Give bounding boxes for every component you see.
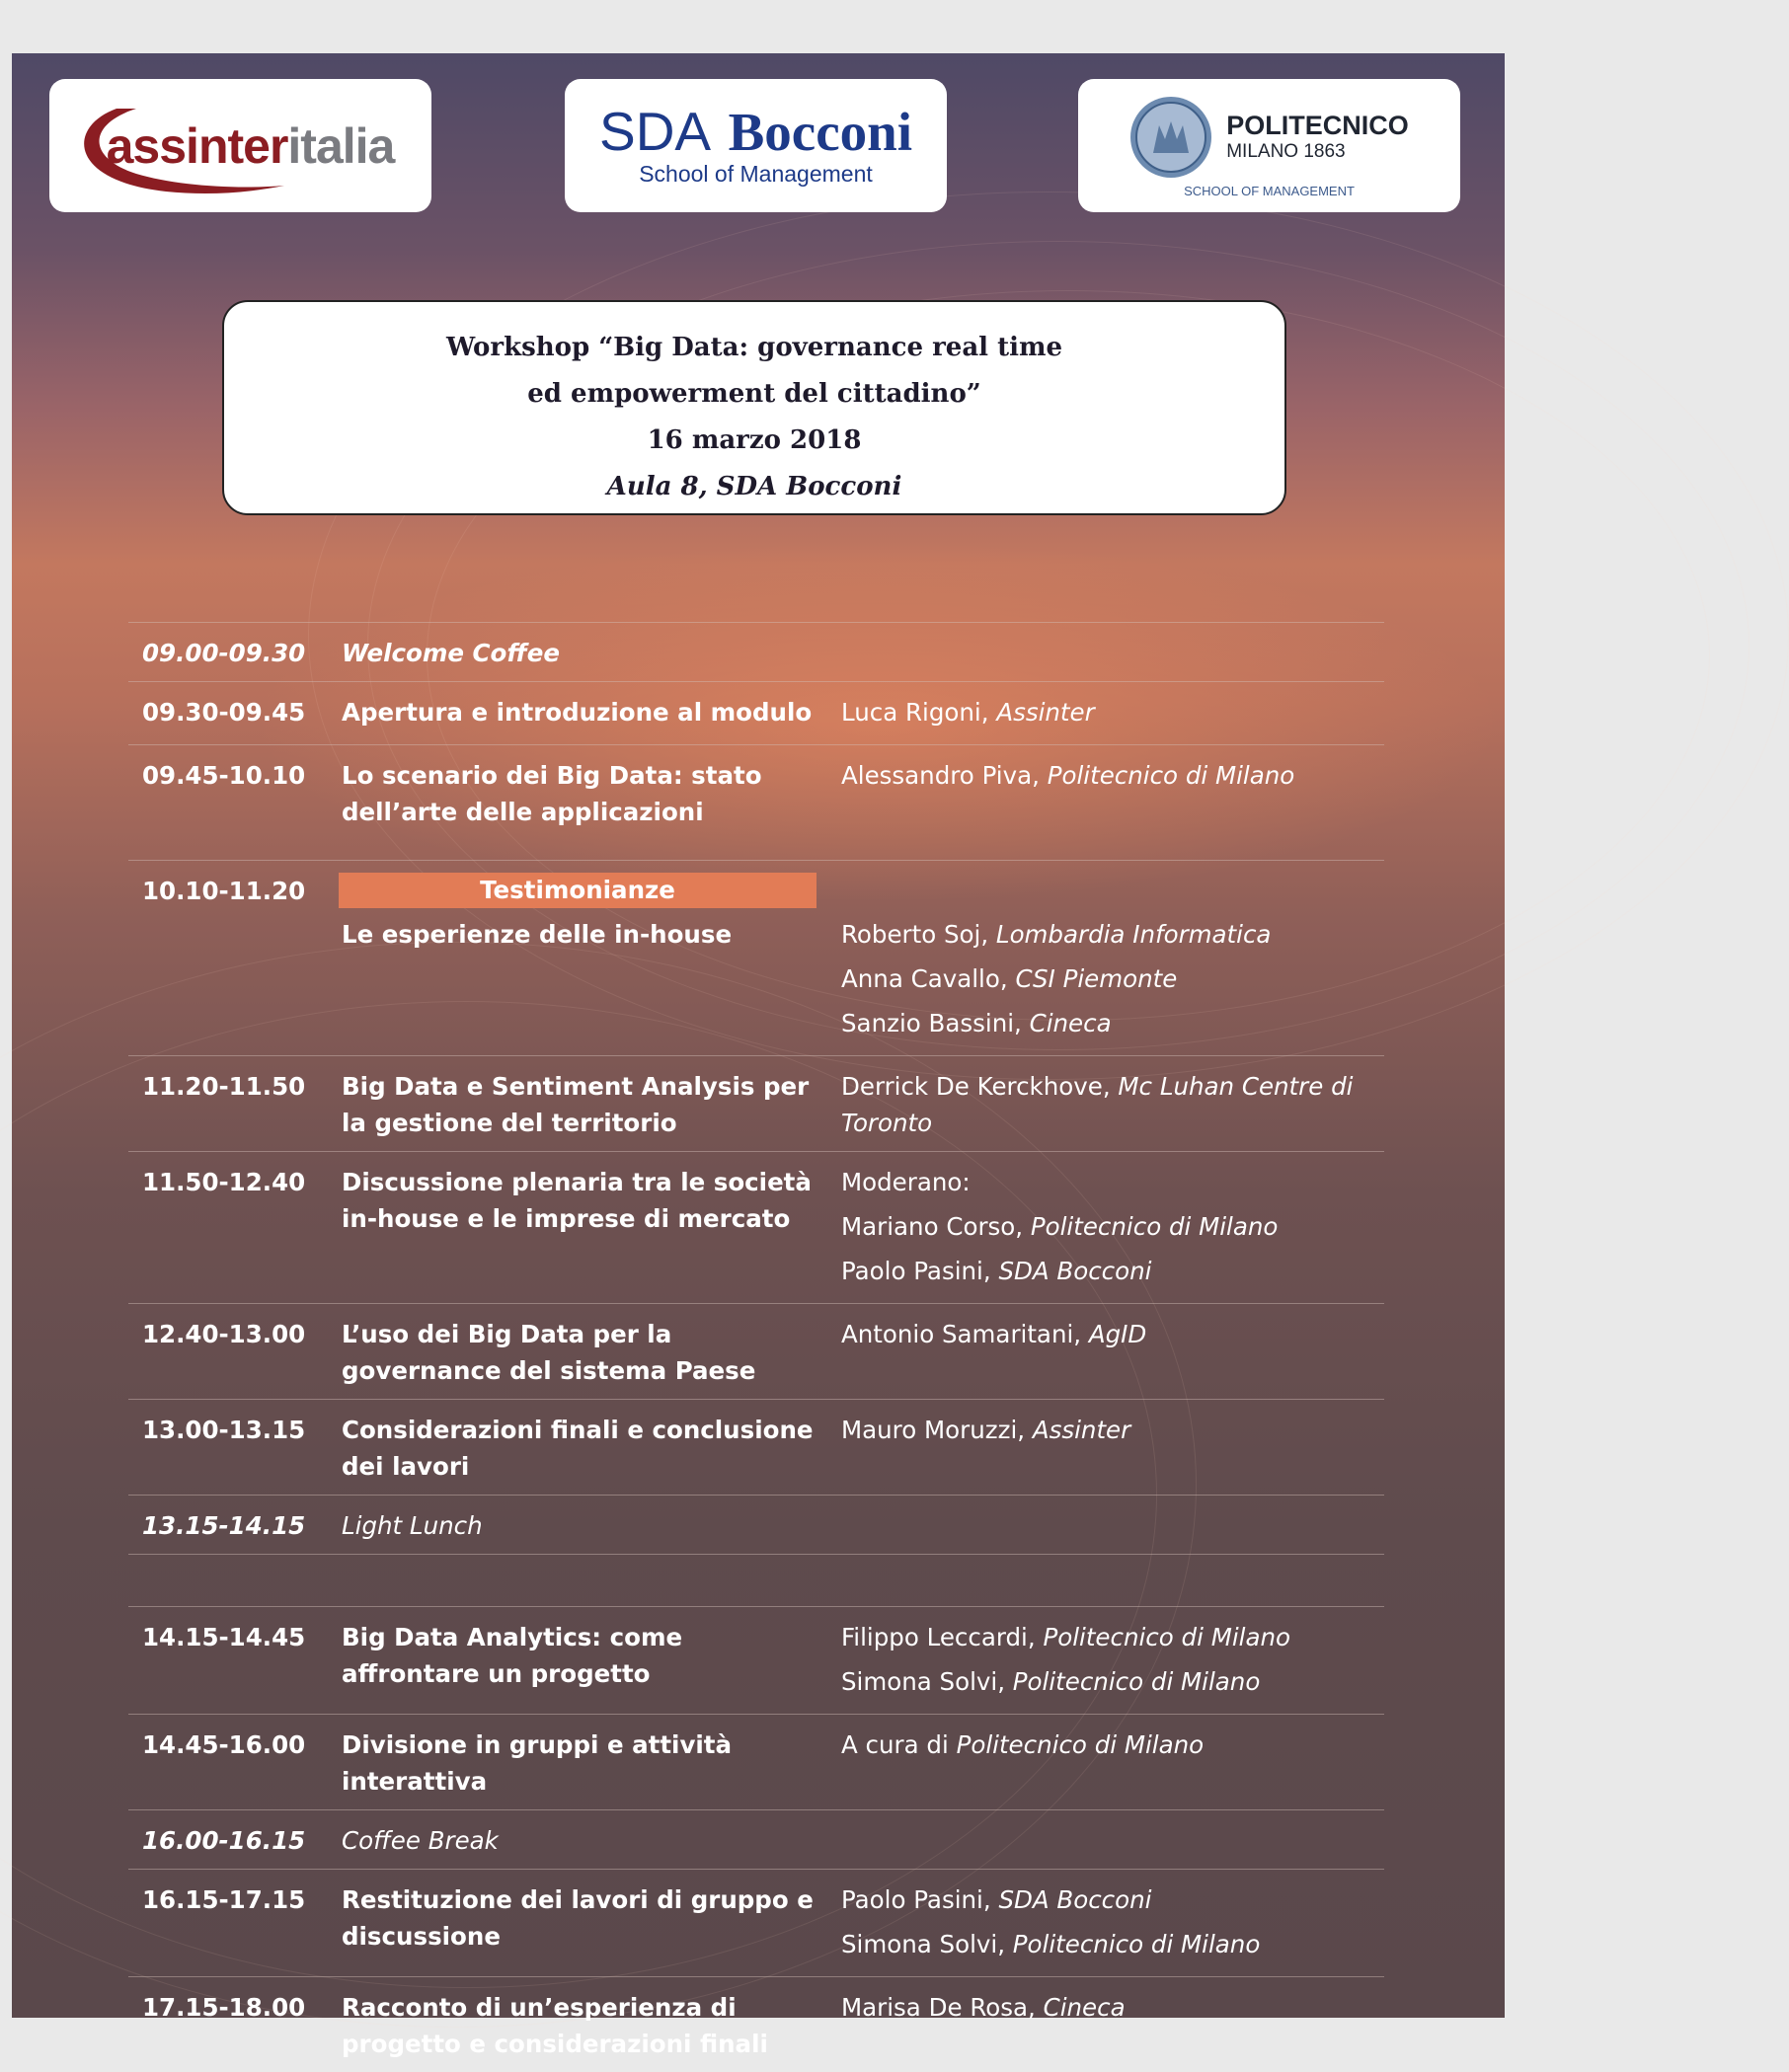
speaker (841, 690, 1384, 734)
assinter-logo-part2: italia (287, 117, 395, 174)
assinter-logo-part1: assinter (106, 117, 288, 174)
speaker (841, 1408, 1384, 1452)
schedule-row (128, 1399, 1384, 1495)
schedule-topic-block (342, 873, 841, 1045)
schedule-speakers (841, 753, 1384, 830)
schedule-row (128, 1809, 1384, 1869)
schedule-topic: Restituzione dei lavori di gruppo e discussione (342, 1885, 814, 1951)
schedule-topic: Discussione plenaria tra le società in-house e le imprese di mercato (342, 1168, 812, 1233)
speaker-org: Cineca (1043, 1993, 1126, 2022)
politecnico-seal-icon (1129, 96, 1212, 179)
schedule-topic: Light Lunch (342, 1511, 483, 1540)
speaker-name: Derrick De Kerckhove, (841, 1072, 1119, 1101)
speaker (841, 1001, 1384, 1045)
agenda-page (12, 53, 1505, 2058)
schedule-speakers (841, 1503, 1384, 1544)
speaker-org: CSI Piemonte (1015, 964, 1178, 993)
workshop-date: 16 marzo 2018 (647, 425, 862, 455)
speaker-org: Cineca (1029, 1009, 1112, 1037)
speaker-name: Mauro Moruzzi, (841, 1416, 1033, 1444)
sda-logo-subtitle: School of Management (639, 160, 873, 187)
politecnico-name: POLITECNICO (1226, 111, 1409, 140)
speaker (841, 1985, 1384, 2030)
speaker-org: Politecnico di Milano (1043, 1623, 1290, 1651)
speaker-org: Mc Luhan Centre di Toronto (841, 1072, 1354, 1137)
testimonianze-banner: Testimonianze (339, 873, 817, 908)
schedule-speakers (841, 1985, 1384, 2062)
workshop-location: Aula 8, SDA Bocconi (606, 472, 902, 501)
moderators-label: Moderano: (841, 1168, 971, 1196)
speaker (841, 1878, 1384, 1922)
politecnico-year: MILANO 1863 (1226, 141, 1346, 162)
schedule-speakers (841, 869, 1384, 1045)
speaker-name: Luca Rigoni, (841, 698, 997, 727)
sda-logo-bocconi: Bocconi (728, 101, 912, 162)
schedule-time: 09.00-09.30 (142, 639, 306, 667)
schedule-row (128, 1303, 1384, 1399)
schedule-speakers (841, 1408, 1384, 1485)
lunch-gap (128, 1555, 1384, 1606)
schedule-topic: L’uso dei Big Data per la governance del sistema Paese (342, 1320, 756, 1385)
workshop-title-line2: ed empowerment del cittadino” (527, 379, 981, 409)
schedule-time: 11.50-12.40 (142, 1168, 306, 1196)
schedule-speakers (841, 1723, 1384, 1800)
speaker-org: Politecnico di Milano (1012, 1930, 1261, 1958)
schedule-row (128, 860, 1384, 1055)
schedule-table (128, 622, 1384, 2072)
workshop-title-box (222, 300, 1286, 515)
schedule-row (128, 1976, 1384, 2072)
speaker (841, 1723, 1384, 1767)
speaker-name: Paolo Pasini, (841, 1885, 999, 1914)
speaker-name: Simona Solvi, (841, 1930, 1013, 1958)
speaker-org: AgID (1088, 1320, 1147, 1348)
speaker-name: Paolo Pasini, (841, 1257, 999, 1285)
schedule-topic: Apertura e introduzione al modulo (342, 698, 813, 727)
schedule-speakers (841, 1818, 1384, 1859)
speaker-org: Assinter (1032, 1416, 1131, 1444)
speaker-name: Simona Solvi, (841, 1667, 1013, 1696)
schedule-time: 16.15-17.15 (142, 1885, 306, 1914)
schedule-topic: Considerazioni finali e conclusione dei lavori (342, 1416, 814, 1481)
schedule-time: 09.30-09.45 (142, 698, 306, 727)
schedule-row (128, 1606, 1384, 1714)
schedule-row (128, 622, 1384, 681)
schedule-time: 16.00-16.15 (142, 1826, 306, 1855)
schedule-time: 17.15-18.00 (142, 1993, 306, 2022)
schedule-time: 14.15-14.45 (142, 1623, 306, 1651)
schedule-row (128, 1714, 1384, 1809)
schedule-row (128, 1869, 1384, 1976)
schedule-topic: Coffee Break (342, 1826, 499, 1855)
speaker-name: Sanzio Bassini, (841, 1009, 1030, 1037)
speaker-org: Politecnico di Milano (1047, 761, 1295, 790)
speaker (841, 1068, 1384, 1141)
schedule-topic: Welcome Coffee (342, 639, 560, 667)
schedule-topic: Lo scenario dei Big Data: stato dell’arte delle applicazioni (342, 761, 762, 826)
schedule-speakers (841, 1068, 1384, 1141)
schedule-time: 14.45-16.00 (142, 1730, 306, 1759)
schedule-speakers (841, 1615, 1384, 1704)
schedule-topic: Big Data Analytics: come affrontare un progetto (342, 1623, 683, 1688)
speaker-name: Anna Cavallo, (841, 964, 1016, 993)
schedule-speakers (841, 1160, 1384, 1293)
politecnico-logo (1078, 79, 1460, 212)
speaker (841, 1312, 1384, 1356)
schedule-time: 13.00-13.15 (142, 1416, 306, 1444)
sda-logo-sda: SDA (599, 100, 712, 162)
schedule-row (128, 681, 1384, 744)
speaker (841, 753, 1384, 798)
schedule-topic: Le esperienze delle in-house (342, 920, 733, 949)
speaker (841, 1615, 1384, 1659)
schedule-time: 12.40-13.00 (142, 1320, 306, 1348)
schedule-time: 10.10-11.20 (142, 877, 306, 905)
speaker-name: Antonio Samaritani, (841, 1320, 1089, 1348)
speaker (841, 1249, 1384, 1293)
speaker-name: Mariano Corso, (841, 1212, 1031, 1241)
speaker-org: Assinter (996, 698, 1095, 727)
politecnico-school: SCHOOL OF MANAGEMENT (1184, 184, 1355, 198)
speaker (841, 1922, 1384, 1966)
schedule-row (128, 1495, 1384, 1555)
speaker (841, 912, 1384, 957)
speaker-org: SDA Bocconi (998, 1885, 1152, 1914)
schedule-speakers (841, 1312, 1384, 1389)
schedule-speakers (841, 631, 1384, 671)
schedule-row (128, 1055, 1384, 1151)
schedule-topic: Divisione in gruppi e attività interattiva (342, 1730, 733, 1796)
speaker (841, 1659, 1384, 1704)
assinter-logo (49, 79, 431, 212)
schedule-topic: Big Data e Sentiment Analysis per la gestione del territorio (342, 1072, 810, 1137)
sda-bocconi-logo (565, 79, 947, 212)
schedule-row (128, 1151, 1384, 1303)
speaker-name: A cura di (841, 1730, 957, 1759)
workshop-title-line1: Workshop “Big Data: governance real time (445, 333, 1063, 362)
speaker (841, 957, 1384, 1001)
schedule-topic: Racconto di un’esperienza di progetto e considerazioni finali (342, 1993, 768, 2058)
schedule-time: 09.45-10.10 (142, 761, 306, 790)
schedule-row (128, 744, 1384, 860)
speaker-org: Politecnico di Milano (1030, 1212, 1279, 1241)
schedule-speakers (841, 1878, 1384, 1966)
schedule-speakers (841, 690, 1384, 734)
speaker-org: Lombardia Informatica (995, 920, 1272, 949)
speaker-name: Alessandro Piva, (841, 761, 1048, 790)
speaker-org: Politecnico di Milano (1012, 1667, 1261, 1696)
speaker-org: Politecnico di Milano (956, 1730, 1205, 1759)
speaker-name: Marisa De Rosa, (841, 1993, 1044, 2022)
speaker-name: Filippo Leccardi, (841, 1623, 1044, 1651)
speaker-name: Roberto Soj, (841, 920, 996, 949)
speaker-org: SDA Bocconi (998, 1257, 1152, 1285)
schedule-time: 11.20-11.50 (142, 1072, 306, 1101)
speaker (841, 1204, 1384, 1249)
schedule-time: 13.15-14.15 (142, 1511, 306, 1540)
